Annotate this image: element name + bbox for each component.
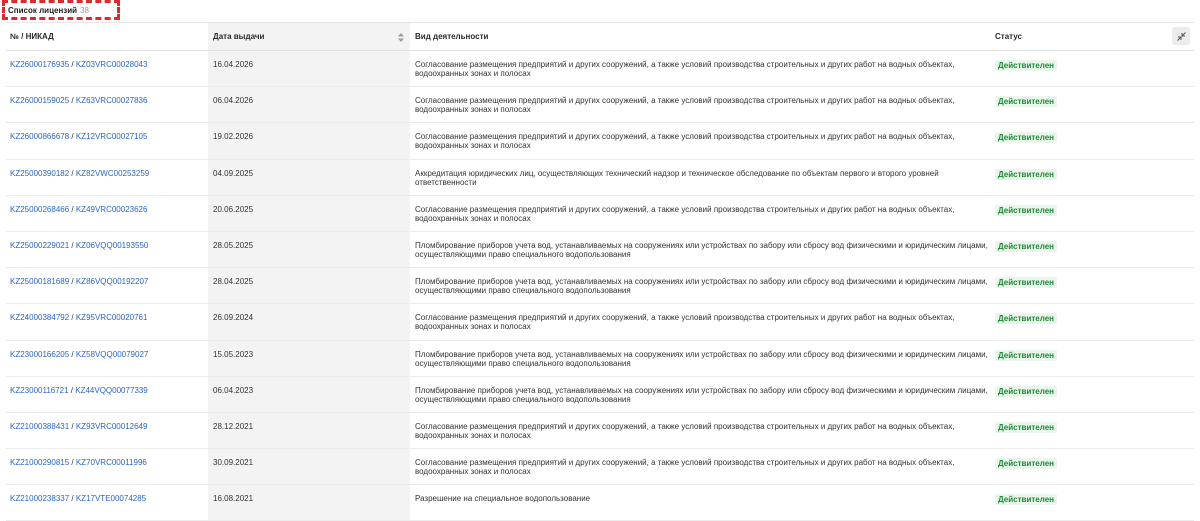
activity-text: Согласование размещения предприятий и других сооружений, а также условий производства строительных и других работ на водных объектах, водоохранных зонах и полосах — [415, 204, 955, 223]
activity-text: Согласование размещения предприятий и других сооружений, а также условий производства строительных и других работ на водных объектах, водоохранных зонах и полосах — [415, 96, 955, 115]
activity-cell — [410, 377, 990, 412]
issue-date: 04.09.2025 — [213, 168, 254, 178]
license-table — [6, 22, 1194, 521]
license-number-cell — [6, 232, 208, 267]
license-number-cell — [6, 304, 208, 339]
nikad-link[interactable]: KZ03VRC00028043 — [75, 60, 148, 69]
activity-cell — [410, 51, 990, 86]
table-row[interactable] — [6, 377, 1194, 413]
table-row[interactable] — [6, 449, 1194, 485]
status-badge: Действителен — [995, 96, 1057, 107]
activity-cell — [410, 232, 990, 267]
license-number-link[interactable]: KZ25000390182 — [10, 168, 70, 178]
license-number-cell — [6, 87, 208, 122]
license-count: 38 — [80, 5, 90, 15]
license-number-cell — [6, 51, 208, 86]
license-number-link[interactable]: KZ24000384792 — [10, 313, 70, 323]
status-cell — [990, 232, 1194, 267]
issue-date-cell — [208, 304, 410, 339]
nikad-link[interactable]: KZ06VQQ00193550 — [75, 240, 149, 250]
issue-date-cell — [208, 413, 410, 448]
issue-date: 28.05.2025 — [213, 240, 254, 250]
status-cell — [990, 485, 1194, 520]
license-number-link[interactable]: KZ23000116721 — [10, 385, 69, 395]
license-number-cell — [6, 485, 208, 520]
issue-date: 06.04.2023 — [213, 385, 254, 395]
license-number-link[interactable]: KZ26000176935 — [10, 60, 70, 69]
issue-date: 16.04.2026 — [213, 60, 254, 69]
license-number-cell — [6, 413, 208, 448]
activity-cell — [410, 485, 990, 520]
nikad-link[interactable]: KZ44VQQ00077339 — [75, 385, 148, 395]
license-number-link[interactable]: KZ21000388431 — [10, 421, 70, 431]
sort-icon[interactable] — [398, 33, 404, 42]
activity-cell — [410, 87, 990, 122]
issue-date-cell — [208, 160, 410, 195]
issue-date: 20.06.2025 — [213, 204, 254, 214]
status-badge: Действителен — [995, 313, 1057, 324]
issue-date-cell — [208, 51, 410, 86]
table-body — [6, 51, 1194, 521]
status-cell — [990, 196, 1194, 231]
status-badge: Действителен — [995, 350, 1057, 361]
nikad-link[interactable]: KZ86VQQ00192207 — [75, 277, 149, 287]
column-header-date-label: Дата выдачи — [213, 32, 265, 41]
activity-cell — [410, 304, 990, 339]
table-row[interactable] — [6, 268, 1194, 304]
status-badge: Действителен — [995, 458, 1057, 469]
separator: / — [69, 168, 76, 178]
table-row[interactable] — [6, 485, 1194, 521]
license-list-title: Список лицензий — [8, 5, 78, 15]
column-header-number[interactable]: № / НИКАД — [10, 32, 54, 41]
separator: / — [69, 204, 76, 214]
nikad-link[interactable]: KZ49VRC00023626 — [75, 204, 148, 214]
issue-date-cell — [208, 232, 410, 267]
issue-date-cell — [208, 377, 410, 412]
issue-date: 16.08.2021 — [213, 494, 254, 504]
license-number-cell — [6, 196, 208, 231]
issue-date: 26.09.2024 — [213, 313, 254, 323]
status-badge: Действителен — [995, 205, 1057, 216]
issue-date: 28.04.2025 — [213, 277, 254, 287]
column-header-date[interactable] — [208, 23, 410, 50]
issue-date-cell — [208, 449, 410, 484]
activity-cell — [410, 196, 990, 231]
table-row[interactable] — [6, 51, 1194, 87]
issue-date: 28.12.2021 — [213, 421, 254, 431]
activity-cell — [410, 449, 990, 484]
issue-date-cell — [208, 123, 410, 158]
license-number-link[interactable]: KZ26000866678 — [10, 132, 70, 142]
separator: / — [69, 349, 76, 359]
license-number-cell — [6, 160, 208, 195]
status-badge: Действителен — [995, 277, 1057, 288]
status-cell — [990, 377, 1194, 412]
separator: / — [69, 60, 76, 69]
collapse-icon — [1177, 32, 1186, 41]
activity-text: Согласование размещения предприятий и других сооружений, а также условий производства строительных и других работ на водных объектах, водоохранных зонах и полосах — [415, 458, 955, 477]
status-badge: Действителен — [995, 422, 1057, 433]
status-badge: Действителен — [995, 60, 1057, 71]
activity-cell — [410, 413, 990, 448]
status-cell — [990, 123, 1194, 158]
nikad-link[interactable]: KZ82VWC00253259 — [75, 168, 150, 178]
activity-cell — [410, 268, 990, 303]
activity-text: Пломбирование приборов учета вод, устанавливаемых на сооружениях или устройствах по забору или сбросу вод физическими и юридическим лицами, осуществляющими право специального водопользования — [415, 277, 988, 296]
column-header-status-label: Статус — [995, 32, 1022, 41]
license-number-link[interactable]: KZ25000181689 — [10, 277, 70, 287]
license-number-cell — [6, 449, 208, 484]
activity-cell — [410, 123, 990, 158]
status-cell — [990, 341, 1194, 376]
separator: / — [69, 458, 76, 468]
license-list-header — [2, 0, 120, 20]
issue-date: 19.02.2026 — [213, 132, 254, 142]
license-number-cell — [6, 268, 208, 303]
separator: / — [69, 494, 76, 504]
status-cell — [990, 449, 1194, 484]
issue-date-cell — [208, 196, 410, 231]
column-header-activity[interactable]: Вид деятельности — [415, 32, 489, 41]
issue-date-cell — [208, 268, 410, 303]
table-row[interactable] — [6, 87, 1194, 123]
license-number-link[interactable]: KZ26000159025 — [10, 96, 70, 106]
license-number-cell — [6, 341, 208, 376]
activity-cell — [410, 341, 990, 376]
table-row[interactable] — [6, 304, 1194, 340]
nikad-link[interactable]: KZ93VRC00012649 — [75, 421, 148, 431]
license-number-link[interactable]: KZ21000290815 — [10, 458, 70, 468]
separator: / — [69, 313, 76, 323]
activity-text: Согласование размещения предприятий и других сооружений, а также условий производства строительных и других работ на водных объектах, водоохранных зонах и полосах — [415, 313, 955, 332]
table-row[interactable] — [6, 196, 1194, 232]
activity-text: Пломбирование приборов учета вод, устанавливаемых на сооружениях или устройствах по забору или сбросу вод физическими и юридическим лицами, осуществляющими право специального водопользования — [415, 385, 988, 404]
issue-date-cell — [208, 341, 410, 376]
column-header-status[interactable] — [990, 23, 1194, 50]
status-cell — [990, 268, 1194, 303]
issue-date: 15.05.2023 — [213, 349, 254, 359]
license-number-link[interactable]: KZ25000229021 — [10, 240, 70, 250]
status-cell — [990, 304, 1194, 339]
activity-text: Согласование размещения предприятий и других сооружений, а также условий производства строительных и других работ на водных объектах, водоохранных зонах и полосах — [415, 60, 955, 78]
table-row[interactable] — [6, 123, 1194, 159]
separator: / — [69, 240, 76, 250]
table-row[interactable] — [6, 160, 1194, 196]
activity-text: Согласование размещения предприятий и других сооружений, а также условий производства строительных и других работ на водных объектах, водоохранных зонах и полосах — [415, 132, 955, 151]
status-badge: Действителен — [995, 494, 1057, 505]
status-badge: Действителен — [995, 386, 1057, 397]
activity-text: Пломбирование приборов учета вод, устанавливаемых на сооружениях или устройствах по забору или сбросу вод физическими и юридическим лицами, осуществляющими право специального водопользования — [415, 240, 988, 259]
collapse-button[interactable] — [1172, 27, 1190, 45]
nikad-link[interactable]: KZ70VRC00011996 — [75, 458, 147, 468]
table-row[interactable] — [6, 232, 1194, 268]
license-number-link[interactable]: KZ25000268466 — [10, 204, 70, 214]
license-number-cell — [6, 123, 208, 158]
separator: / — [69, 132, 76, 142]
activity-text: Согласование размещения предприятий и других сооружений, а также условий производства строительных и других работ на водных объектах, водоохранных зонах и полосах — [415, 421, 955, 440]
status-cell — [990, 51, 1194, 86]
status-cell — [990, 160, 1194, 195]
status-badge: Действителен — [995, 169, 1057, 180]
separator: / — [69, 277, 76, 287]
table-row[interactable] — [6, 341, 1194, 377]
activity-text: Пломбирование приборов учета вод, устанавливаемых на сооружениях или устройствах по забору или сбросу вод физическими и юридическим лицами, осуществляющими право специального водопользования — [415, 349, 988, 368]
separator: / — [69, 96, 76, 106]
license-number-link[interactable]: KZ21000238337 — [10, 494, 70, 504]
activity-text: Аккредитация юридических лиц, осуществляющих технический надзор и техническое обследование по объектам первого и второго уровней ответственности — [415, 168, 939, 187]
separator: / — [69, 421, 76, 431]
status-badge: Действителен — [995, 132, 1057, 143]
activity-cell — [410, 160, 990, 195]
status-cell — [990, 413, 1194, 448]
activity-text: Разрешение на специальное водопользование — [415, 494, 591, 504]
nikad-link[interactable]: KZ95VRC00020761 — [75, 313, 148, 323]
issue-date: 30.09.2021 — [213, 458, 254, 468]
nikad-link[interactable]: KZ12VRC00027105 — [75, 132, 148, 142]
table-header-row — [6, 23, 1194, 51]
nikad-link[interactable]: KZ63VRC00027836 — [75, 96, 148, 106]
nikad-link[interactable]: KZ58VQQ00079027 — [75, 349, 149, 359]
nikad-link[interactable]: KZ17VTE00074285 — [75, 494, 147, 504]
license-number-cell — [6, 377, 208, 412]
separator: / — [68, 385, 76, 395]
status-badge: Действителен — [995, 241, 1057, 252]
license-number-link[interactable]: KZ23000166205 — [10, 349, 70, 359]
issue-date-cell — [208, 485, 410, 520]
issue-date: 06.04.2026 — [213, 96, 254, 106]
table-row[interactable] — [6, 413, 1194, 449]
issue-date-cell — [208, 87, 410, 122]
status-cell — [990, 87, 1194, 122]
